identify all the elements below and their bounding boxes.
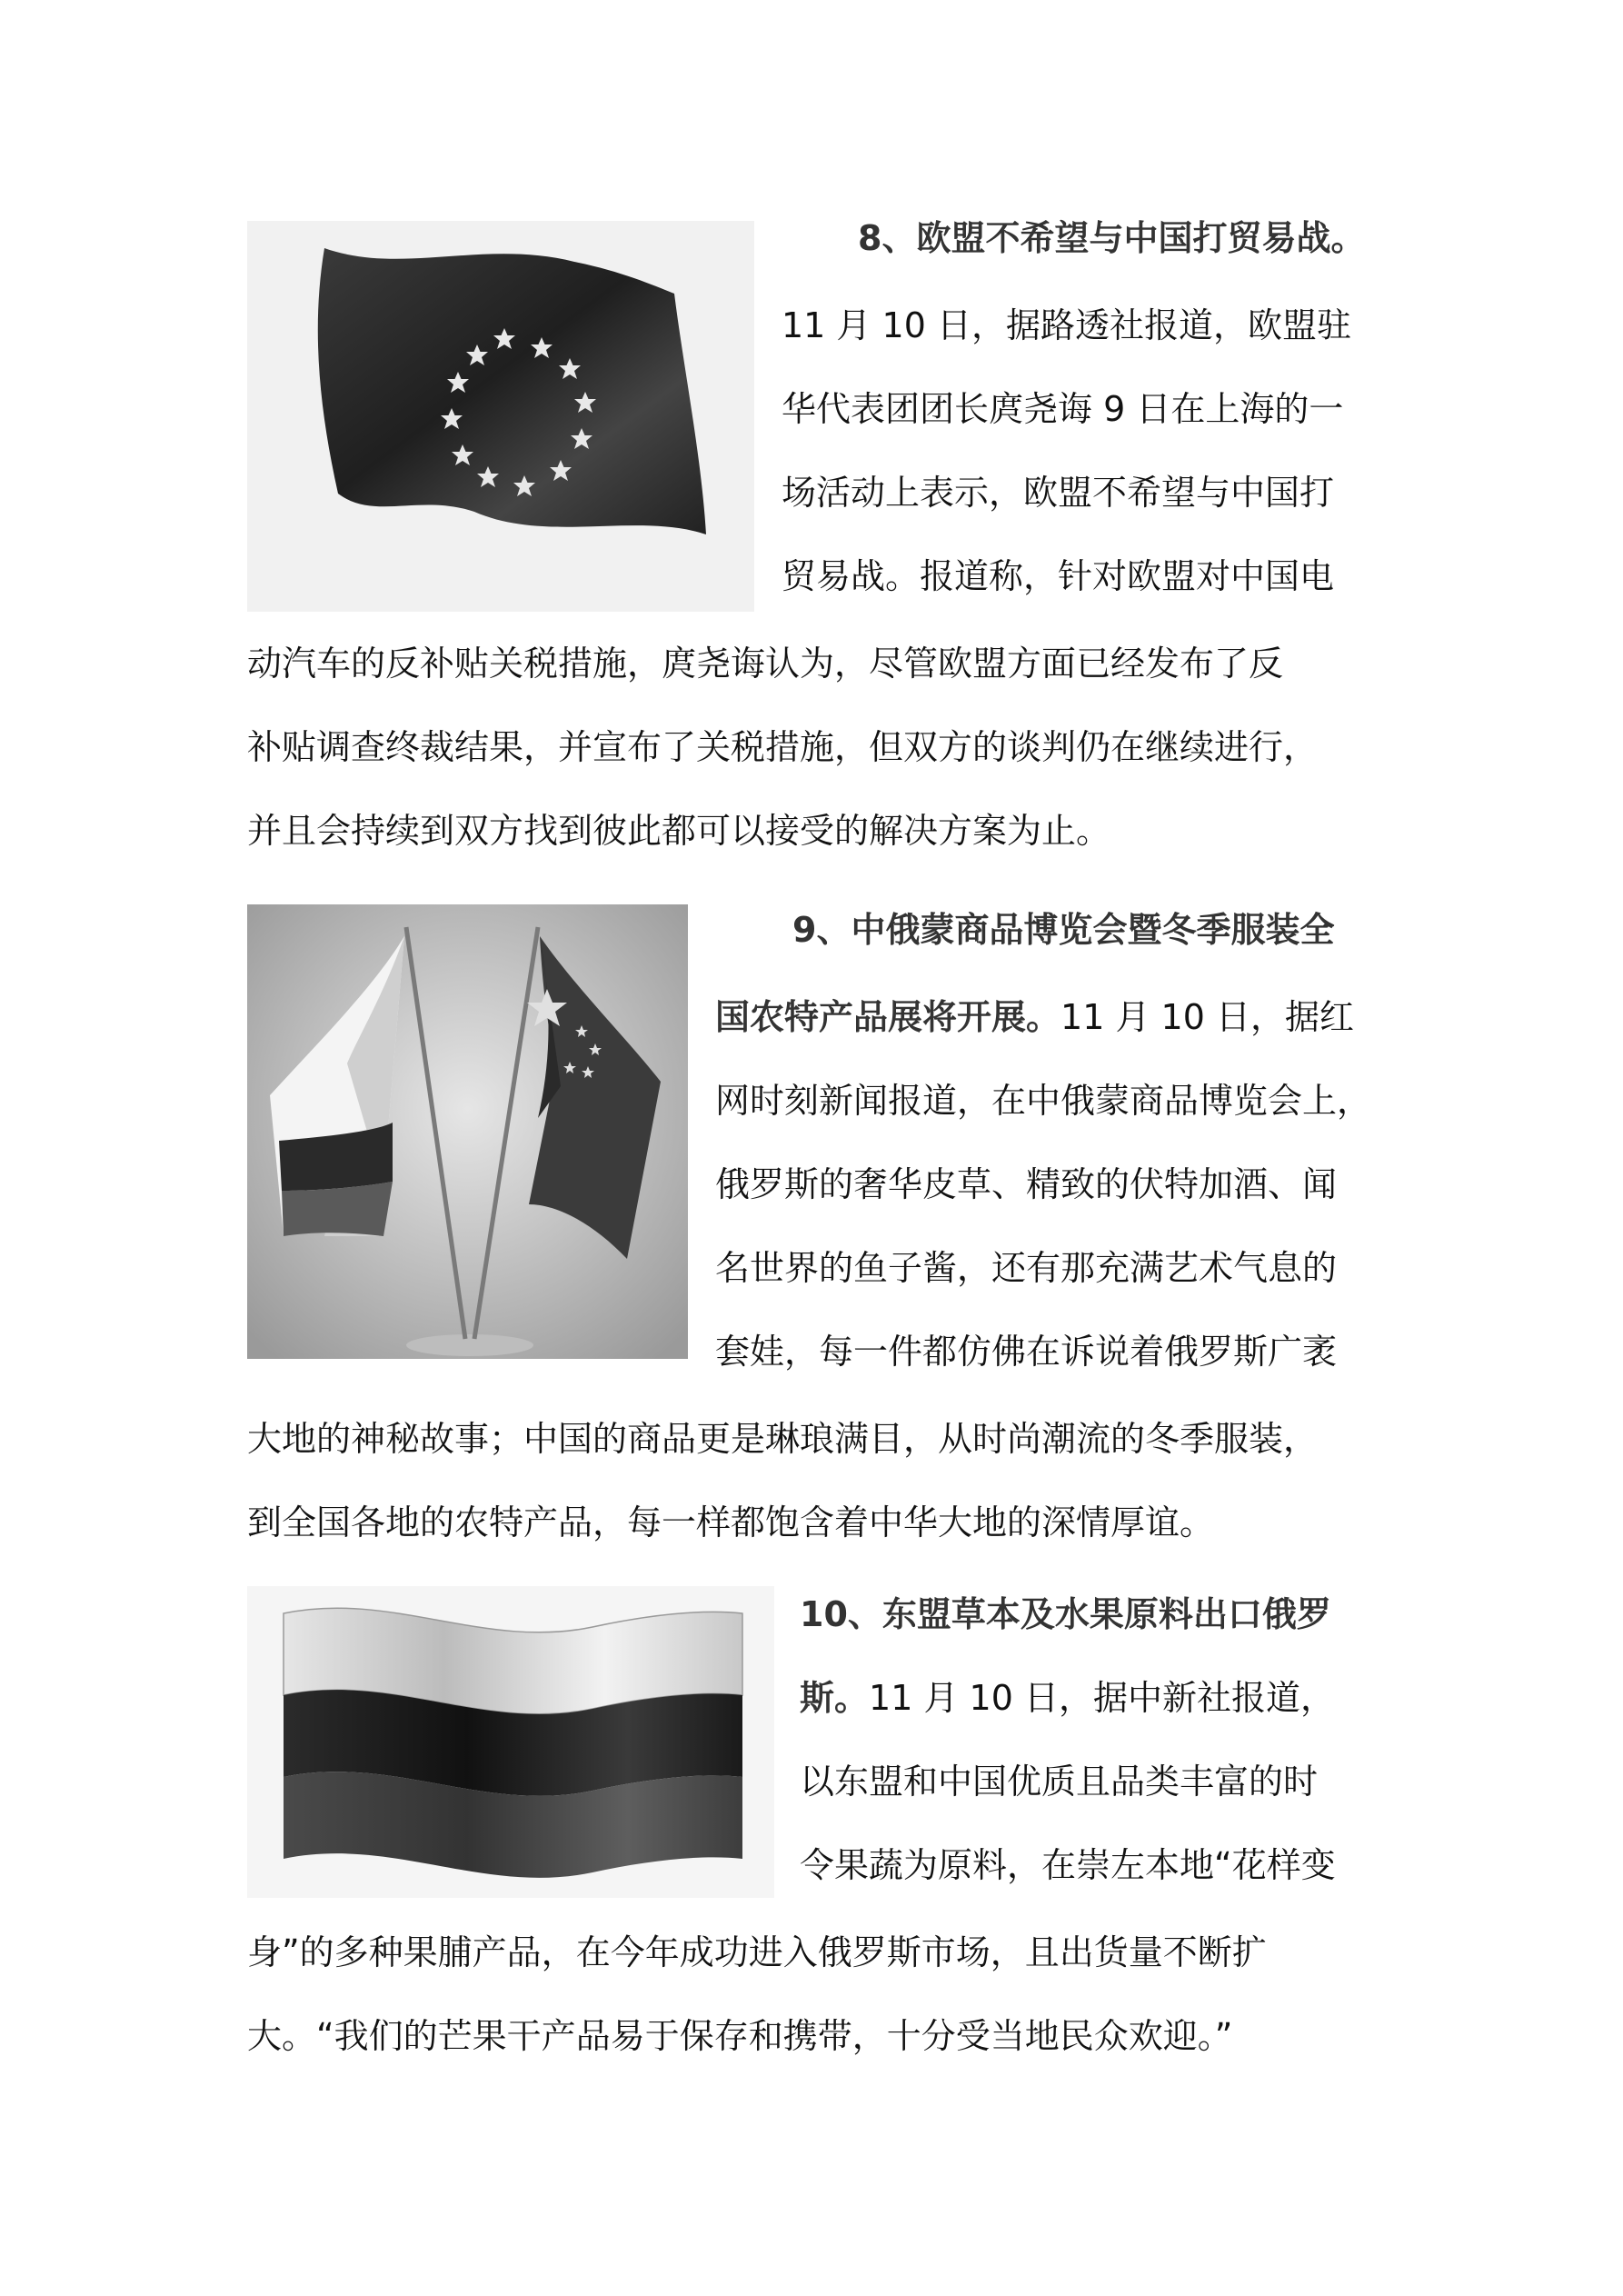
article-9-heading-line-1: 9、中俄蒙商品博览会暨冬季服装全 <box>792 910 1335 950</box>
article-8-line-4: 贸易战。报道称，针对欧盟对中国电 <box>782 556 1335 596</box>
russia-china-desk-flags-image <box>247 904 688 1359</box>
article-9-line-2 <box>715 990 1354 1044</box>
russia-flag-icon <box>247 1586 774 1898</box>
article-9-line-5: 名世界的鱼子酱，还有那充满艺术气息的 <box>715 1248 1338 1288</box>
article-10-line-5: 身”的多种果脯产品，在今年成功进入俄罗斯市场，且出货量不断扩 <box>247 1932 1267 1972</box>
article-8-line-1: 11 月 10 日，据路透社报道，欧盟驻 <box>782 305 1351 345</box>
article-8-line-3: 场活动上表示，欧盟不希望与中国打 <box>782 473 1335 513</box>
article-9-line-8: 到全国各地的农特产品，每一样都饱含着中华大地的深情厚谊。 <box>247 1502 1215 1542</box>
article-8-line-5: 动汽车的反补贴关税措施，庹尧诲认为，尽管欧盟方面已经发布了反 <box>247 644 1284 684</box>
article-8-heading: 8、欧盟不希望与中国打贸易战。 <box>858 218 1366 258</box>
article-9-heading-line-2: 国农特产品展将开展。 <box>715 997 1061 1037</box>
article-8-line-2: 华代表团团长庹尧诲 9 日在上海的一 <box>782 389 1344 429</box>
article-10-line-3: 以东盟和中国优质且品类丰富的时 <box>800 1762 1319 1802</box>
article-10-heading-line-1: 10、东盟草本及水果原料出口俄罗 <box>800 1594 1331 1634</box>
article-10-line-6: 大。“我们的芒果干产品易于保存和携带，十分受当地民众欢迎。” <box>247 2016 1233 2056</box>
eu-flag-image <box>247 221 754 612</box>
article-8-line-7: 并且会持续到双方找到彼此都可以接受的解决方案为止。 <box>247 811 1111 851</box>
article-10-line-4: 令果蔬为原料，在崇左本地“花样变 <box>800 1845 1336 1885</box>
article-10-line-2-rest: 11 月 10 日，据中新社报道， <box>869 1678 1335 1718</box>
article-9-line-6: 套娃，每一件都仿佛在诉说着俄罗斯广袤 <box>715 1332 1338 1372</box>
article-10-line-2 <box>800 1671 1335 1725</box>
article-8-line-6: 补贴调查终裁结果，并宣布了关税措施，但双方的谈判仍在继续进行， <box>247 727 1319 767</box>
desk-flags-icon <box>247 904 688 1359</box>
article-9-line-3: 网时刻新闻报道，在中俄蒙商品博览会上， <box>715 1081 1372 1121</box>
article-10-heading-line-2: 斯。 <box>800 1678 870 1718</box>
russia-flag-image <box>247 1586 774 1898</box>
article-9-line-4: 俄罗斯的奢华皮草、精致的伏特加酒、闻 <box>715 1164 1338 1204</box>
article-9-line-2-rest: 11 月 10 日，据红 <box>1060 997 1354 1037</box>
eu-flag-icon <box>247 221 754 612</box>
article-9-line-7: 大地的神秘故事；中国的商品更是琳琅满目，从时尚潮流的冬季服装， <box>247 1419 1319 1459</box>
